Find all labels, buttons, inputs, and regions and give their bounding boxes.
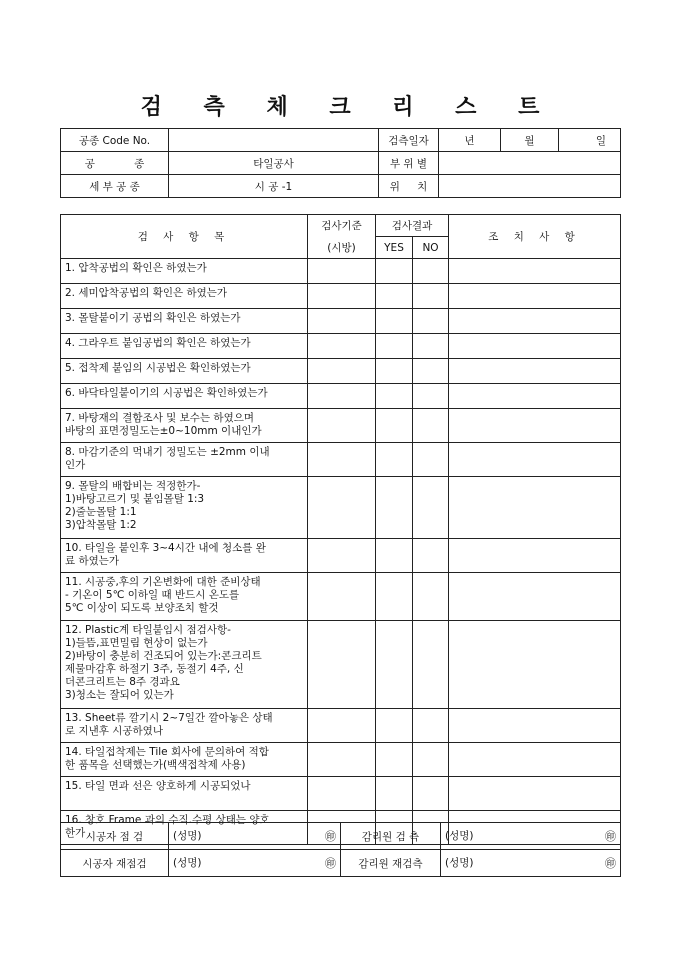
yes-cell[interactable] bbox=[376, 539, 413, 573]
seal-icon: ㊞ bbox=[325, 830, 336, 843]
contractor-recheck-label: 시공자 재점검 bbox=[61, 850, 169, 877]
col-result-header: 검사결과 bbox=[376, 215, 449, 237]
standard-cell[interactable] bbox=[308, 409, 376, 443]
yes-cell[interactable] bbox=[376, 743, 413, 777]
work-type-label: 공 종 bbox=[61, 152, 169, 175]
supervisor-recheck-sign[interactable] bbox=[441, 850, 621, 877]
yes-cell[interactable] bbox=[376, 777, 413, 811]
signature-table bbox=[60, 822, 621, 877]
action-cell[interactable] bbox=[449, 709, 621, 743]
checklist-row bbox=[61, 359, 621, 384]
standard-cell[interactable] bbox=[308, 259, 376, 284]
page-title: 검 측 체 크 리 스 트 bbox=[140, 94, 557, 120]
no-cell[interactable] bbox=[413, 573, 449, 621]
col-standard-header: 검사기준 bbox=[308, 215, 376, 237]
action-cell[interactable] bbox=[449, 259, 621, 284]
action-cell[interactable] bbox=[449, 539, 621, 573]
checklist-item: 4. 그라우트 붙임공법의 확인은 하였는가 bbox=[61, 334, 308, 359]
yes-cell[interactable] bbox=[376, 259, 413, 284]
no-cell[interactable] bbox=[413, 409, 449, 443]
action-cell[interactable] bbox=[449, 777, 621, 811]
work-code-label: 공종 Code No. bbox=[61, 129, 169, 152]
yes-cell[interactable] bbox=[376, 709, 413, 743]
standard-cell[interactable] bbox=[308, 621, 376, 709]
contractor-recheck-sign[interactable] bbox=[169, 850, 341, 877]
work-code-field[interactable] bbox=[169, 129, 379, 152]
action-cell[interactable] bbox=[449, 409, 621, 443]
checklist-item: 16. 창호 Frame 과의 수직.수평 상태는 양호 한가 bbox=[61, 811, 308, 845]
action-cell[interactable] bbox=[449, 284, 621, 309]
detail-field[interactable]: 시 공 -1 bbox=[169, 175, 379, 198]
no-cell[interactable] bbox=[413, 777, 449, 811]
yes-cell[interactable] bbox=[376, 443, 413, 477]
checklist-item: 6. 바닥타일붙이기의 시공법은 확인하였는가 bbox=[61, 384, 308, 409]
sign-label: (성명) bbox=[173, 857, 202, 869]
standard-cell[interactable] bbox=[308, 334, 376, 359]
standard-cell[interactable] bbox=[308, 777, 376, 811]
location-field[interactable] bbox=[439, 175, 621, 198]
standard-cell[interactable] bbox=[308, 477, 376, 539]
checklist-item: 10. 타일을 붙인후 3~4시간 내에 청소를 완 료 하였는가 bbox=[61, 539, 308, 573]
contractor-check-label: 시공자 점 검 bbox=[61, 823, 169, 850]
col-standard-sub: (시방) bbox=[308, 237, 376, 259]
no-cell[interactable] bbox=[413, 359, 449, 384]
no-cell[interactable] bbox=[413, 334, 449, 359]
no-cell[interactable] bbox=[413, 443, 449, 477]
header-table bbox=[60, 128, 621, 198]
col-items-header: 검 사 항 목 bbox=[61, 215, 308, 259]
date-year[interactable]: 년 bbox=[439, 129, 501, 152]
standard-cell[interactable] bbox=[308, 573, 376, 621]
checklist-item: 7. 바탕재의 결함조사 및 보수는 하였으며 바탕의 표면정밀도는±0~10mm 이내인가 bbox=[61, 409, 308, 443]
no-cell[interactable] bbox=[413, 284, 449, 309]
seal-icon: ㊞ bbox=[325, 857, 336, 870]
action-cell[interactable] bbox=[449, 309, 621, 334]
action-cell[interactable] bbox=[449, 443, 621, 477]
no-cell[interactable] bbox=[413, 621, 449, 709]
checklist-item: 2. 세미압착공법의 확인은 하였는가 bbox=[61, 284, 308, 309]
yes-cell[interactable] bbox=[376, 309, 413, 334]
checklist-item: 12. Plastic계 타일붙임시 점검사항- 1)들뜸,표면밀림 현상이 없는가 2)바탕이 충분히 건조되어 있는가:콘크리트 제물마감후 하절기 3주, 동절기 4주, 신 더콘크리트는 8주 경과요 3)청소는 잘되어 있는가 bbox=[61, 621, 308, 709]
no-cell[interactable] bbox=[413, 309, 449, 334]
checklist-row bbox=[61, 539, 621, 573]
yes-cell[interactable] bbox=[376, 359, 413, 384]
action-cell[interactable] bbox=[449, 477, 621, 539]
yes-cell[interactable] bbox=[376, 409, 413, 443]
checklist-item: 3. 몰탈붙이기 공법의 확인은 하였는가 bbox=[61, 309, 308, 334]
action-cell[interactable] bbox=[449, 384, 621, 409]
supervisor-check-sign[interactable] bbox=[441, 823, 621, 850]
standard-cell[interactable] bbox=[308, 309, 376, 334]
checklist-row bbox=[61, 573, 621, 621]
yes-cell[interactable] bbox=[376, 621, 413, 709]
sign-label: (성명) bbox=[173, 830, 202, 842]
action-cell[interactable] bbox=[449, 573, 621, 621]
checklist-item: 5. 접착제 붙임의 시공법은 확인하였는가 bbox=[61, 359, 308, 384]
yes-cell[interactable] bbox=[376, 384, 413, 409]
action-cell[interactable] bbox=[449, 621, 621, 709]
seal-icon: ㊞ bbox=[605, 830, 616, 843]
col-yes-header: YES bbox=[376, 237, 413, 259]
no-cell[interactable] bbox=[413, 384, 449, 409]
standard-cell[interactable] bbox=[308, 539, 376, 573]
no-cell[interactable] bbox=[413, 743, 449, 777]
supervisor-recheck-label: 감리원 재검측 bbox=[341, 850, 441, 877]
yes-cell[interactable] bbox=[376, 573, 413, 621]
work-type-field[interactable]: 타일공사 bbox=[169, 152, 379, 175]
col-action-header: 조 치 사 항 bbox=[449, 215, 621, 259]
contractor-check-sign[interactable] bbox=[169, 823, 341, 850]
checklist-row bbox=[61, 743, 621, 777]
checklist-row bbox=[61, 709, 621, 743]
no-cell[interactable] bbox=[413, 539, 449, 573]
sign-label: (성명) bbox=[445, 857, 474, 869]
checklist-item: 13. Sheet류 깔기시 2~7일간 깔아놓은 상태 로 지낸후 시공하였나 bbox=[61, 709, 308, 743]
part-label: 부 위 별 bbox=[379, 152, 439, 175]
standard-cell[interactable] bbox=[308, 443, 376, 477]
detail-label: 세 부 공 종 bbox=[61, 175, 169, 198]
checklist-row bbox=[61, 621, 621, 709]
yes-cell[interactable] bbox=[376, 477, 413, 539]
supervisor-check-label: 감리원 검 측 bbox=[341, 823, 441, 850]
checklist-row bbox=[61, 284, 621, 309]
action-cell[interactable] bbox=[449, 743, 621, 777]
date-month[interactable]: 월 bbox=[501, 129, 559, 152]
checklist-row bbox=[61, 443, 621, 477]
no-cell[interactable] bbox=[413, 477, 449, 539]
checklist-item: 15. 타일 면과 선은 양호하게 시공되었나 bbox=[61, 777, 308, 811]
checklist-item: 9. 몰탈의 배합비는 적정한가- 1)바탕고르기 및 붙임몰탈 1:3 2)줄눈몰탈 1:1 3)압착몰탈 1:2 bbox=[61, 477, 308, 539]
no-cell[interactable] bbox=[413, 259, 449, 284]
location-label: 위 치 bbox=[379, 175, 439, 198]
standard-cell[interactable] bbox=[308, 743, 376, 777]
checklist-item: 14. 타일접착제는 Tile 회사에 문의하여 적합 한 품목을 선택했는가(백색접착제 사용) bbox=[61, 743, 308, 777]
checklist-row bbox=[61, 409, 621, 443]
inspection-date-label: 검측일자 bbox=[379, 129, 439, 152]
checklist-item: 8. 마감기준의 먹내기 정밀도는 ±2mm 이내 인가 bbox=[61, 443, 308, 477]
checklist-row bbox=[61, 477, 621, 539]
checklist-row bbox=[61, 259, 621, 284]
standard-cell[interactable] bbox=[308, 384, 376, 409]
action-cell[interactable] bbox=[449, 334, 621, 359]
date-day[interactable]: 일 bbox=[559, 129, 621, 152]
standard-cell[interactable] bbox=[308, 709, 376, 743]
action-cell[interactable] bbox=[449, 359, 621, 384]
yes-cell[interactable] bbox=[376, 334, 413, 359]
standard-cell[interactable] bbox=[308, 284, 376, 309]
yes-cell[interactable] bbox=[376, 284, 413, 309]
checklist-row bbox=[61, 309, 621, 334]
part-field[interactable] bbox=[439, 152, 621, 175]
checklist-row bbox=[61, 334, 621, 359]
checklist-row bbox=[61, 384, 621, 409]
standard-cell[interactable] bbox=[308, 359, 376, 384]
col-no-header: NO bbox=[413, 237, 449, 259]
checklist-item: 11. 시공중,후의 기온변화에 대한 준비상태 - 기온이 5℃ 이하일 때 반드시 온도를 5℃ 이상이 되도록 보양조치 할것 bbox=[61, 573, 308, 621]
checklist-item: 1. 압착공법의 확인은 하였는가 bbox=[61, 259, 308, 284]
checklist-row bbox=[61, 777, 621, 811]
no-cell[interactable] bbox=[413, 709, 449, 743]
sign-label: (성명) bbox=[445, 830, 474, 842]
seal-icon: ㊞ bbox=[605, 857, 616, 870]
checklist-table bbox=[60, 214, 621, 845]
